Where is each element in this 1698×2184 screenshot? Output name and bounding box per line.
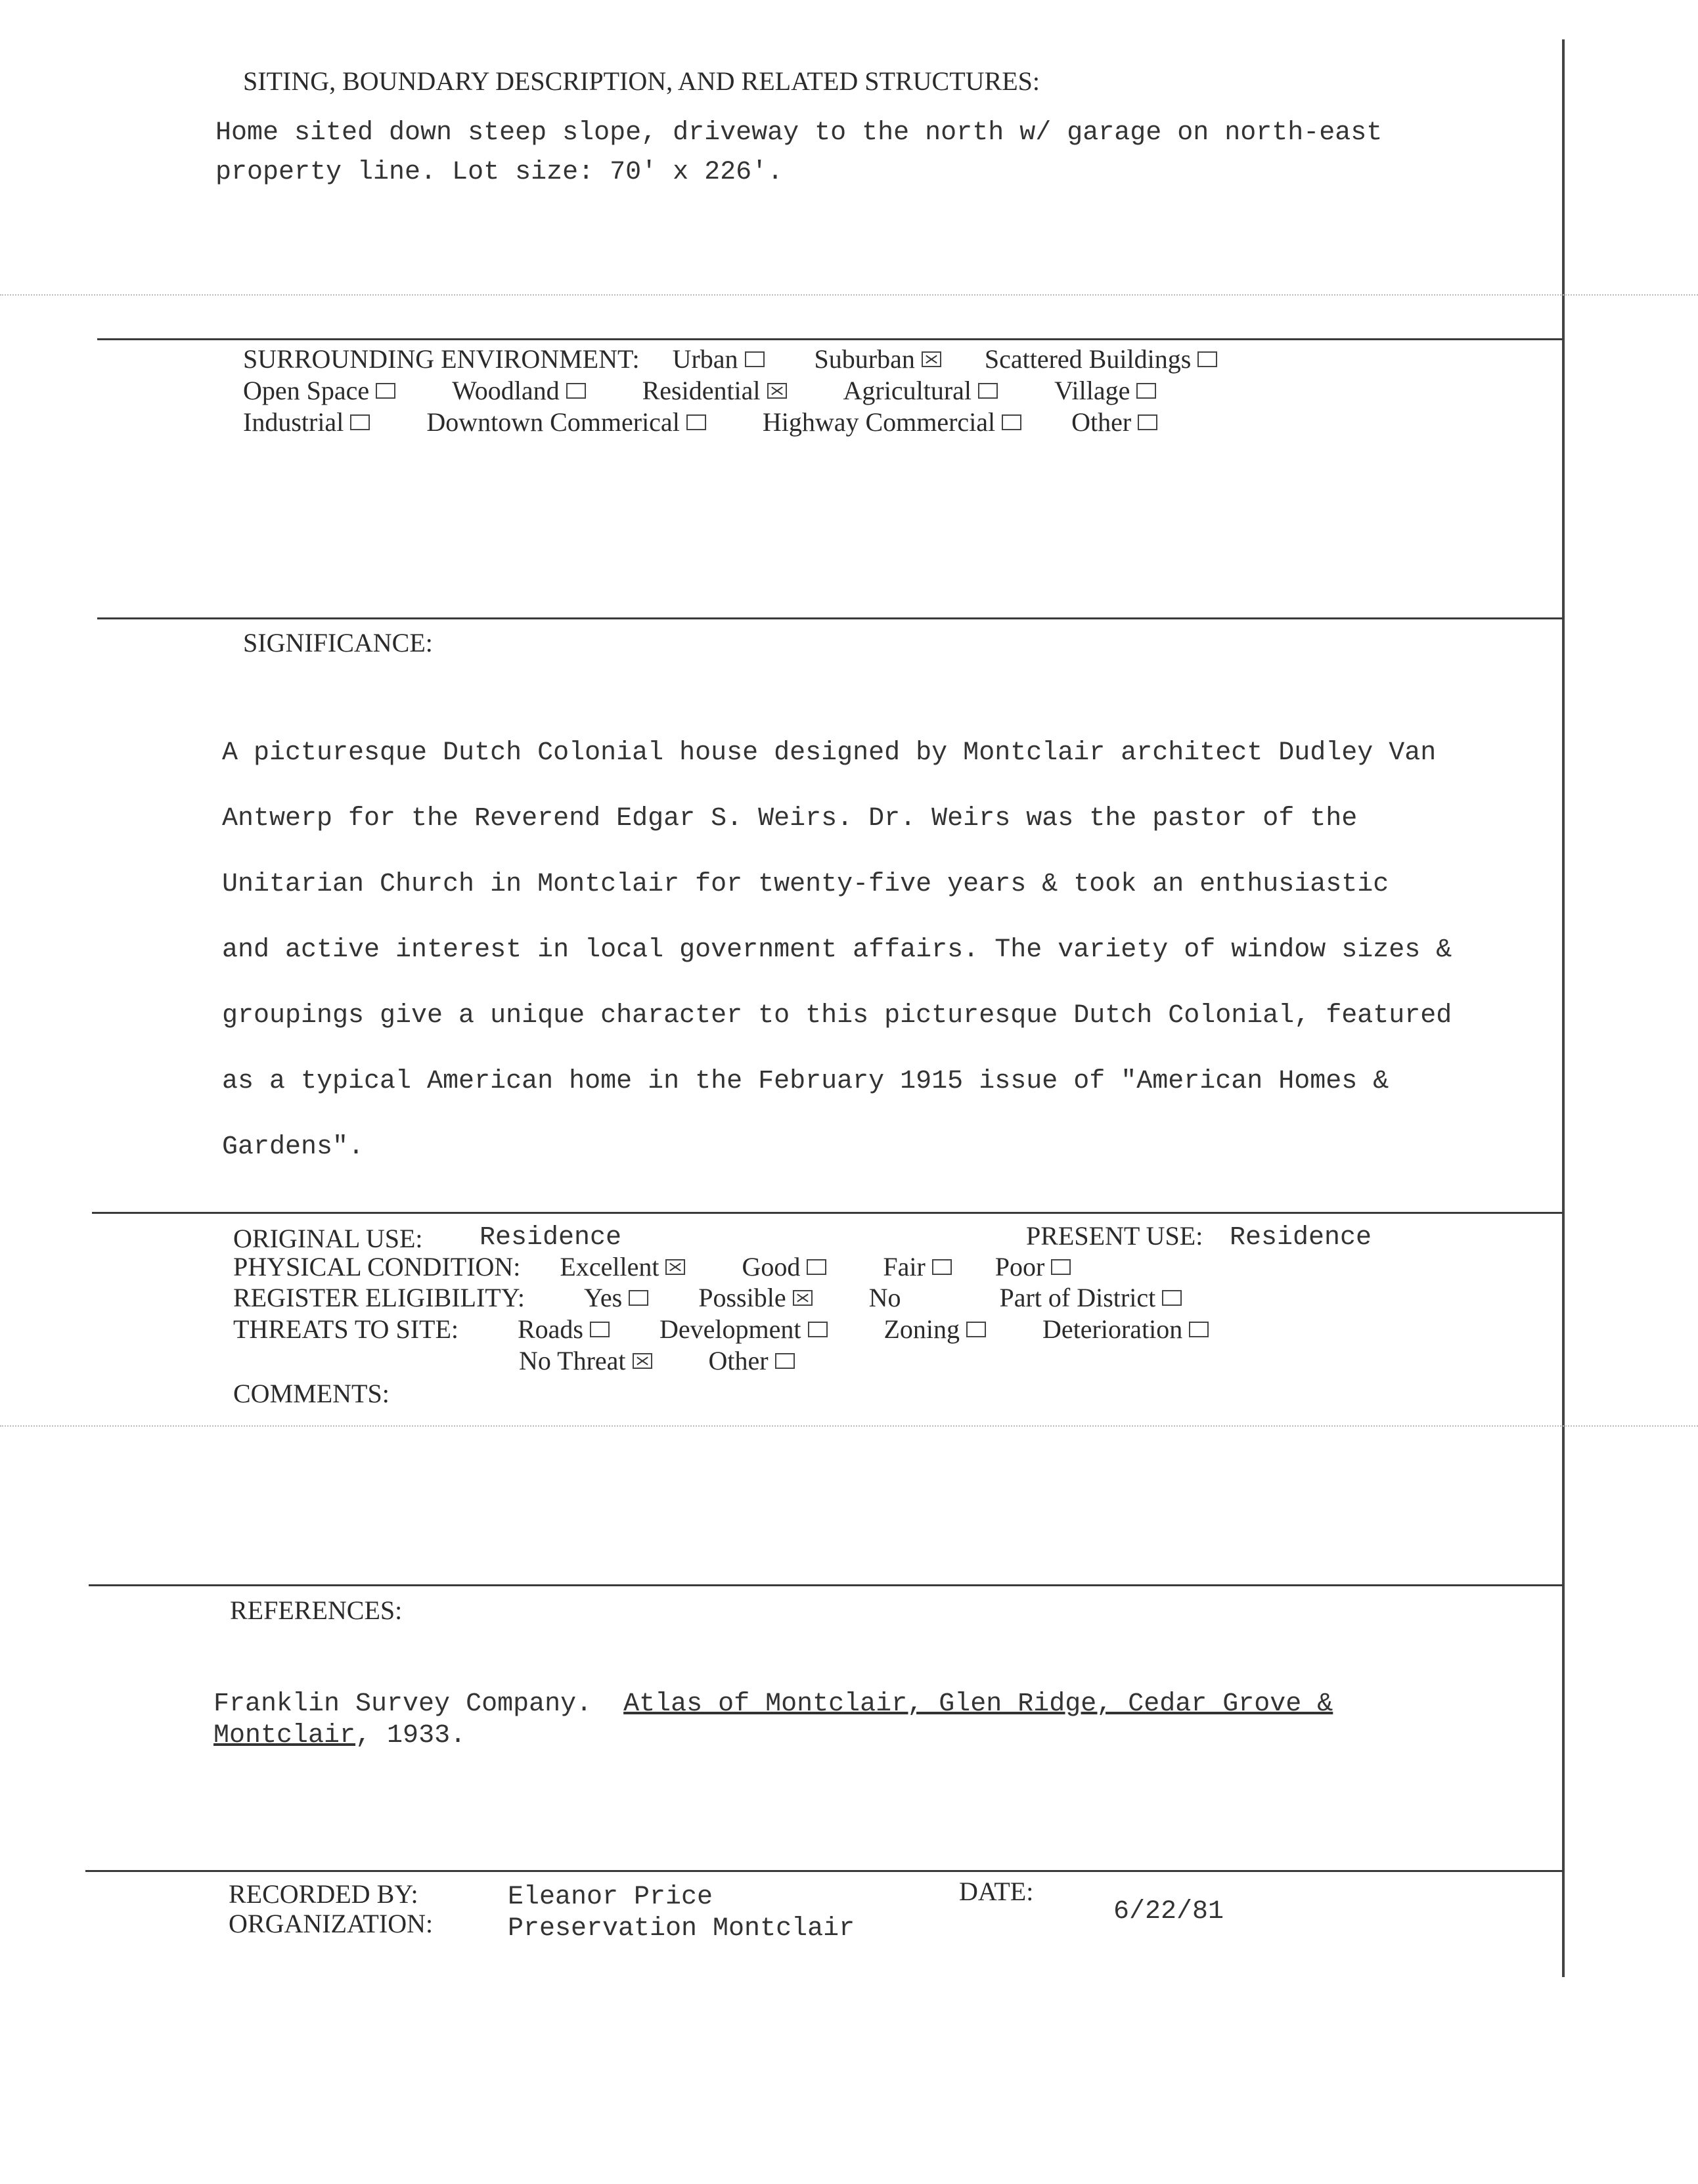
threats-label: THREATS TO SITE: (233, 1314, 458, 1344)
checkbox-no-threat[interactable] (633, 1353, 652, 1369)
present-use-value: Residence (1230, 1223, 1372, 1253)
reference-author: Franklin Survey Company. (213, 1689, 624, 1719)
environment-row-3 (243, 407, 1161, 437)
option-urban-label: Urban (672, 344, 738, 374)
checkbox-agricultural[interactable] (978, 383, 998, 399)
option-threat-other[interactable] (709, 1345, 799, 1376)
significance-text (222, 704, 1452, 1197)
checkbox-downtown[interactable] (686, 414, 706, 430)
threats-row-2 (519, 1345, 799, 1376)
option-agricultural-label: Agricultural (843, 376, 972, 405)
checkbox-poor[interactable] (1051, 1259, 1071, 1275)
option-no-threat[interactable] (519, 1345, 656, 1376)
checkbox-yes[interactable] (629, 1290, 648, 1306)
checkbox-development[interactable] (808, 1322, 828, 1337)
option-other[interactable] (1071, 407, 1161, 437)
option-fair[interactable] (883, 1251, 955, 1282)
checkbox-industrial[interactable] (350, 414, 370, 430)
divider-environment (97, 338, 1563, 340)
checkbox-deterioration[interactable] (1189, 1322, 1209, 1337)
fold-line-top (0, 294, 1698, 296)
option-poor-label: Poor (994, 1252, 1045, 1281)
checkbox-possible[interactable] (793, 1290, 813, 1306)
environment-heading: SURROUNDING ENVIRONMENT: (243, 344, 640, 374)
condition-label: PHYSICAL CONDITION: (233, 1252, 521, 1281)
option-good[interactable] (742, 1251, 830, 1282)
option-zoning[interactable] (884, 1314, 991, 1345)
divider-significance (97, 617, 1563, 619)
option-other-label: Other (1071, 407, 1132, 437)
significance-line: A picturesque Dutch Colonial house designed by Montclair architect Dudley Van (222, 738, 1437, 768)
option-woodland[interactable] (452, 375, 589, 406)
checkbox-roads[interactable] (590, 1322, 610, 1337)
checkbox-open-space[interactable] (376, 383, 395, 399)
organization-label: ORGANIZATION: (229, 1909, 434, 1938)
checkbox-excellent[interactable] (665, 1259, 685, 1275)
checkbox-highway[interactable] (1002, 414, 1021, 430)
significance-line: as a typical American home in the February 1915 issue of "American Homes & (222, 1067, 1389, 1096)
option-good-label: Good (742, 1252, 801, 1281)
threats-row-1 (233, 1314, 1213, 1345)
date-value: 6/22/81 (1113, 1897, 1224, 1927)
option-industrial[interactable] (243, 407, 374, 437)
option-yes-label: Yes (584, 1283, 623, 1312)
comments-label: COMMENTS: (233, 1379, 390, 1408)
checkbox-suburban[interactable] (922, 351, 941, 367)
reference-title-part-1: Atlas of Montclair, Glen Ridge, Cedar Grove & (623, 1689, 1333, 1719)
reference-title-part-2: Montclair (213, 1721, 356, 1750)
option-highway-label: Highway Commercial (762, 407, 996, 437)
significance-line: Antwerp for the Reverend Edgar S. Weirs. Dr. Weirs was the pastor of the (222, 804, 1358, 834)
reference-line-2 (213, 1721, 466, 1750)
fold-line-bottom (0, 1425, 1698, 1427)
checkbox-village[interactable] (1136, 383, 1156, 399)
checkbox-other[interactable] (1138, 414, 1157, 430)
significance-line: Unitarian Church in Montclair for twenty-five years & took an enthusiastic (222, 870, 1389, 899)
option-scattered-label: Scattered Buildings (984, 344, 1192, 374)
option-downtown[interactable] (426, 407, 710, 437)
option-fair-label: Fair (883, 1252, 926, 1281)
checkbox-fair[interactable] (932, 1259, 952, 1275)
option-part-of-district-label: Part of District (999, 1283, 1156, 1312)
option-roads[interactable] (518, 1314, 614, 1345)
option-suburban[interactable] (815, 344, 945, 374)
checkbox-residential[interactable] (767, 383, 787, 399)
significance-heading: SIGNIFICANCE: (243, 628, 433, 657)
condition-row (233, 1251, 1075, 1282)
references-heading: REFERENCES: (230, 1595, 403, 1625)
environment-row-1 (243, 344, 1221, 374)
option-roads-label: Roads (518, 1314, 583, 1344)
checkbox-woodland[interactable] (566, 383, 586, 399)
option-downtown-label: Downtown Commerical (426, 407, 680, 437)
checkbox-urban[interactable] (745, 351, 765, 367)
reference-year: , 1933. (355, 1721, 466, 1750)
option-zoning-label: Zoning (883, 1314, 960, 1344)
option-open-space[interactable] (243, 375, 399, 406)
significance-line: and active interest in local government affairs. The variety of window sizes & (222, 935, 1452, 965)
option-scattered[interactable] (985, 344, 1221, 374)
siting-line-2: property line. Lot size: 70' x 226'. (215, 158, 784, 187)
significance-line: Gardens". (222, 1132, 365, 1162)
siting-line-1: Home sited down steep slope, driveway to the north w/ garage on north-east (215, 118, 1383, 148)
option-deterioration[interactable] (1042, 1314, 1213, 1345)
option-yes[interactable] (584, 1282, 652, 1313)
option-deterioration-label: Deterioration (1042, 1314, 1183, 1344)
option-no-threat-label: No Threat (519, 1346, 626, 1375)
option-no-label[interactable]: No (868, 1283, 901, 1312)
option-poor[interactable] (995, 1251, 1075, 1282)
right-margin-rule (1562, 39, 1565, 1977)
option-residential-label: Residential (642, 376, 761, 405)
option-development-label: Development (659, 1314, 801, 1344)
siting-heading: SITING, BOUNDARY DESCRIPTION, AND RELATED STRUCTURES: (243, 66, 1040, 96)
option-excellent[interactable] (560, 1251, 689, 1282)
option-village-label: Village (1054, 376, 1130, 405)
option-possible[interactable] (698, 1282, 816, 1313)
option-industrial-label: Industrial (243, 407, 344, 437)
original-use-label: ORIGINAL USE: (233, 1224, 423, 1253)
environment-row-2 (243, 375, 1160, 406)
option-open-space-label: Open Space (243, 376, 370, 405)
checkbox-part-of-district[interactable] (1162, 1290, 1182, 1306)
option-highway[interactable] (763, 407, 1025, 437)
checkbox-zoning[interactable] (966, 1322, 986, 1337)
option-woodland-label: Woodland (452, 376, 560, 405)
recorded-by-value: Eleanor Price (508, 1883, 713, 1912)
option-development[interactable] (659, 1314, 832, 1345)
recorded-by-label: RECORDED BY: (229, 1879, 418, 1909)
eligibility-label: REGISTER ELIGIBILITY: (233, 1283, 525, 1312)
significance-line: groupings give a unique character to this picturesque Dutch Colonial, featured (222, 1001, 1452, 1031)
date-label: DATE: (959, 1877, 1034, 1906)
checkbox-good[interactable] (807, 1259, 826, 1275)
divider-recorded (85, 1870, 1563, 1872)
reference-line-1 (213, 1689, 1333, 1719)
eligibility-row (233, 1282, 1186, 1313)
option-agricultural[interactable] (843, 375, 1002, 406)
original-use-value: Residence (480, 1223, 622, 1253)
present-use-label: PRESENT USE: (1026, 1221, 1203, 1251)
organization-value: Preservation Montclair (508, 1914, 855, 1944)
divider-references (89, 1584, 1563, 1586)
checkbox-threat-other[interactable] (775, 1353, 795, 1369)
option-suburban-label: Suburban (814, 344, 915, 374)
checkbox-scattered[interactable] (1197, 351, 1217, 367)
option-urban[interactable] (673, 344, 769, 374)
option-threat-other-label: Other (708, 1346, 769, 1375)
option-village[interactable] (1054, 375, 1160, 406)
option-part-of-district[interactable] (999, 1282, 1186, 1313)
divider-use (92, 1212, 1563, 1214)
option-possible-label: Possible (698, 1283, 786, 1312)
option-excellent-label: Excellent (560, 1252, 659, 1281)
option-residential[interactable] (642, 375, 791, 406)
